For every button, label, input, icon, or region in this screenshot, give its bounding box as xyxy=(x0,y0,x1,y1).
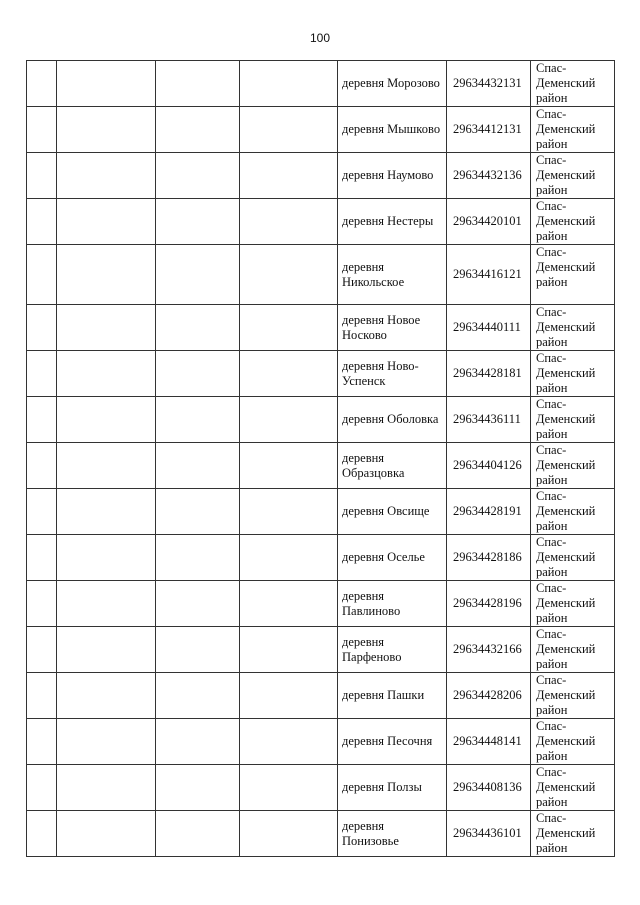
empty-cell xyxy=(240,305,338,351)
oktmo-code: 29634428206 xyxy=(447,673,531,719)
empty-cell xyxy=(156,305,240,351)
district-name: Спас-Деменский район xyxy=(531,443,615,489)
district-name: Спас-Деменский район xyxy=(531,107,615,153)
empty-cell xyxy=(156,811,240,857)
district-name: Спас-Деменский район xyxy=(531,61,615,107)
empty-cell xyxy=(57,811,156,857)
table-row xyxy=(27,305,615,351)
empty-cell xyxy=(57,489,156,535)
settlement-name: деревня Оболовка xyxy=(338,397,447,443)
empty-cell xyxy=(240,535,338,581)
table-row xyxy=(27,61,615,107)
empty-cell xyxy=(156,153,240,199)
empty-cell xyxy=(27,199,57,245)
settlement-name: деревня Ново-Успенск xyxy=(338,351,447,397)
settlement-name: деревня Понизовье xyxy=(338,811,447,857)
settlement-name: деревня Павлиново xyxy=(338,581,447,627)
empty-cell xyxy=(57,673,156,719)
empty-cell xyxy=(57,199,156,245)
district-name: Спас-Деменский район xyxy=(531,489,615,535)
empty-cell xyxy=(27,351,57,397)
oktmo-code: 29634428186 xyxy=(447,535,531,581)
oktmo-code: 29634420101 xyxy=(447,199,531,245)
empty-cell xyxy=(57,627,156,673)
district-name: Спас-Деменский район xyxy=(531,719,615,765)
empty-cell xyxy=(27,673,57,719)
empty-cell xyxy=(240,61,338,107)
empty-cell xyxy=(240,397,338,443)
empty-cell xyxy=(240,443,338,489)
empty-cell xyxy=(27,397,57,443)
district-name: Спас-Деменский район xyxy=(531,245,615,305)
settlement-name: деревня Новое Носково xyxy=(338,305,447,351)
empty-cell xyxy=(57,61,156,107)
empty-cell xyxy=(27,535,57,581)
oktmo-code: 29634432166 xyxy=(447,627,531,673)
empty-cell xyxy=(240,581,338,627)
oktmo-code: 29634404126 xyxy=(447,443,531,489)
table-row xyxy=(27,535,615,581)
empty-cell xyxy=(240,245,338,305)
oktmo-code: 29634416121 xyxy=(447,245,531,305)
oktmo-code: 29634432131 xyxy=(447,61,531,107)
table-row xyxy=(27,673,615,719)
empty-cell xyxy=(27,245,57,305)
oktmo-code: 29634448141 xyxy=(447,719,531,765)
empty-cell xyxy=(240,673,338,719)
table-row xyxy=(27,397,615,443)
empty-cell xyxy=(57,245,156,305)
empty-cell xyxy=(156,443,240,489)
empty-cell xyxy=(27,305,57,351)
empty-cell xyxy=(57,351,156,397)
empty-cell xyxy=(240,489,338,535)
settlements-table xyxy=(26,60,615,857)
empty-cell xyxy=(240,719,338,765)
page-number: 100 xyxy=(309,31,331,45)
empty-cell xyxy=(57,305,156,351)
oktmo-code: 29634428196 xyxy=(447,581,531,627)
district-name: Спас-Деменский район xyxy=(531,305,615,351)
empty-cell xyxy=(57,153,156,199)
table-row xyxy=(27,581,615,627)
empty-cell xyxy=(156,397,240,443)
table-row xyxy=(27,153,615,199)
settlement-name: деревня Оселье xyxy=(338,535,447,581)
empty-cell xyxy=(240,199,338,245)
empty-cell xyxy=(57,581,156,627)
empty-cell xyxy=(57,443,156,489)
empty-cell xyxy=(156,673,240,719)
table-row xyxy=(27,443,615,489)
oktmo-code: 29634432136 xyxy=(447,153,531,199)
empty-cell xyxy=(156,581,240,627)
district-name: Спас-Деменский район xyxy=(531,581,615,627)
empty-cell xyxy=(156,245,240,305)
empty-cell xyxy=(57,535,156,581)
settlement-name: деревня Наумово xyxy=(338,153,447,199)
settlement-name: деревня Мышково xyxy=(338,107,447,153)
district-name: Спас-Деменский район xyxy=(531,397,615,443)
empty-cell xyxy=(27,107,57,153)
settlement-name: деревня Образцовка xyxy=(338,443,447,489)
empty-cell xyxy=(27,811,57,857)
empty-cell xyxy=(27,153,57,199)
empty-cell xyxy=(240,765,338,811)
district-name: Спас-Деменский район xyxy=(531,673,615,719)
empty-cell xyxy=(57,719,156,765)
empty-cell xyxy=(156,107,240,153)
empty-cell xyxy=(27,581,57,627)
empty-cell xyxy=(240,811,338,857)
settlement-name: деревня Нестеры xyxy=(338,199,447,245)
oktmo-code: 29634436111 xyxy=(447,397,531,443)
district-name: Спас-Деменский район xyxy=(531,765,615,811)
empty-cell xyxy=(27,719,57,765)
empty-cell xyxy=(57,765,156,811)
oktmo-code: 29634412131 xyxy=(447,107,531,153)
settlement-name: деревня Ползы xyxy=(338,765,447,811)
settlement-name: деревня Никольское xyxy=(338,245,447,305)
empty-cell xyxy=(240,627,338,673)
empty-cell xyxy=(27,765,57,811)
empty-cell xyxy=(240,107,338,153)
empty-cell xyxy=(240,351,338,397)
district-name: Спас-Деменский район xyxy=(531,811,615,857)
table-row xyxy=(27,765,615,811)
settlement-name: деревня Пашки xyxy=(338,673,447,719)
empty-cell xyxy=(57,397,156,443)
table-row xyxy=(27,199,615,245)
settlement-name: деревня Овсище xyxy=(338,489,447,535)
settlement-name: деревня Песочня xyxy=(338,719,447,765)
empty-cell xyxy=(27,443,57,489)
empty-cell xyxy=(27,61,57,107)
district-name: Спас-Деменский район xyxy=(531,153,615,199)
empty-cell xyxy=(156,351,240,397)
district-name: Спас-Деменский район xyxy=(531,351,615,397)
oktmo-code: 29634408136 xyxy=(447,765,531,811)
district-name: Спас-Деменский район xyxy=(531,199,615,245)
empty-cell xyxy=(27,489,57,535)
empty-cell xyxy=(240,153,338,199)
table-row xyxy=(27,245,615,305)
district-name: Спас-Деменский район xyxy=(531,627,615,673)
table-row xyxy=(27,351,615,397)
empty-cell xyxy=(57,107,156,153)
table-row xyxy=(27,627,615,673)
empty-cell xyxy=(156,627,240,673)
table-row xyxy=(27,719,615,765)
table-body xyxy=(27,61,615,857)
empty-cell xyxy=(156,61,240,107)
empty-cell xyxy=(156,535,240,581)
table-row xyxy=(27,489,615,535)
district-name: Спас-Деменский район xyxy=(531,535,615,581)
settlement-name: деревня Парфеново xyxy=(338,627,447,673)
table-row xyxy=(27,107,615,153)
oktmo-code: 29634440111 xyxy=(447,305,531,351)
empty-cell xyxy=(156,765,240,811)
empty-cell xyxy=(156,489,240,535)
empty-cell xyxy=(27,627,57,673)
settlement-name: деревня Морозово xyxy=(338,61,447,107)
empty-cell xyxy=(156,719,240,765)
oktmo-code: 29634428181 xyxy=(447,351,531,397)
oktmo-code: 29634428191 xyxy=(447,489,531,535)
empty-cell xyxy=(156,199,240,245)
table-row xyxy=(27,811,615,857)
oktmo-code: 29634436101 xyxy=(447,811,531,857)
